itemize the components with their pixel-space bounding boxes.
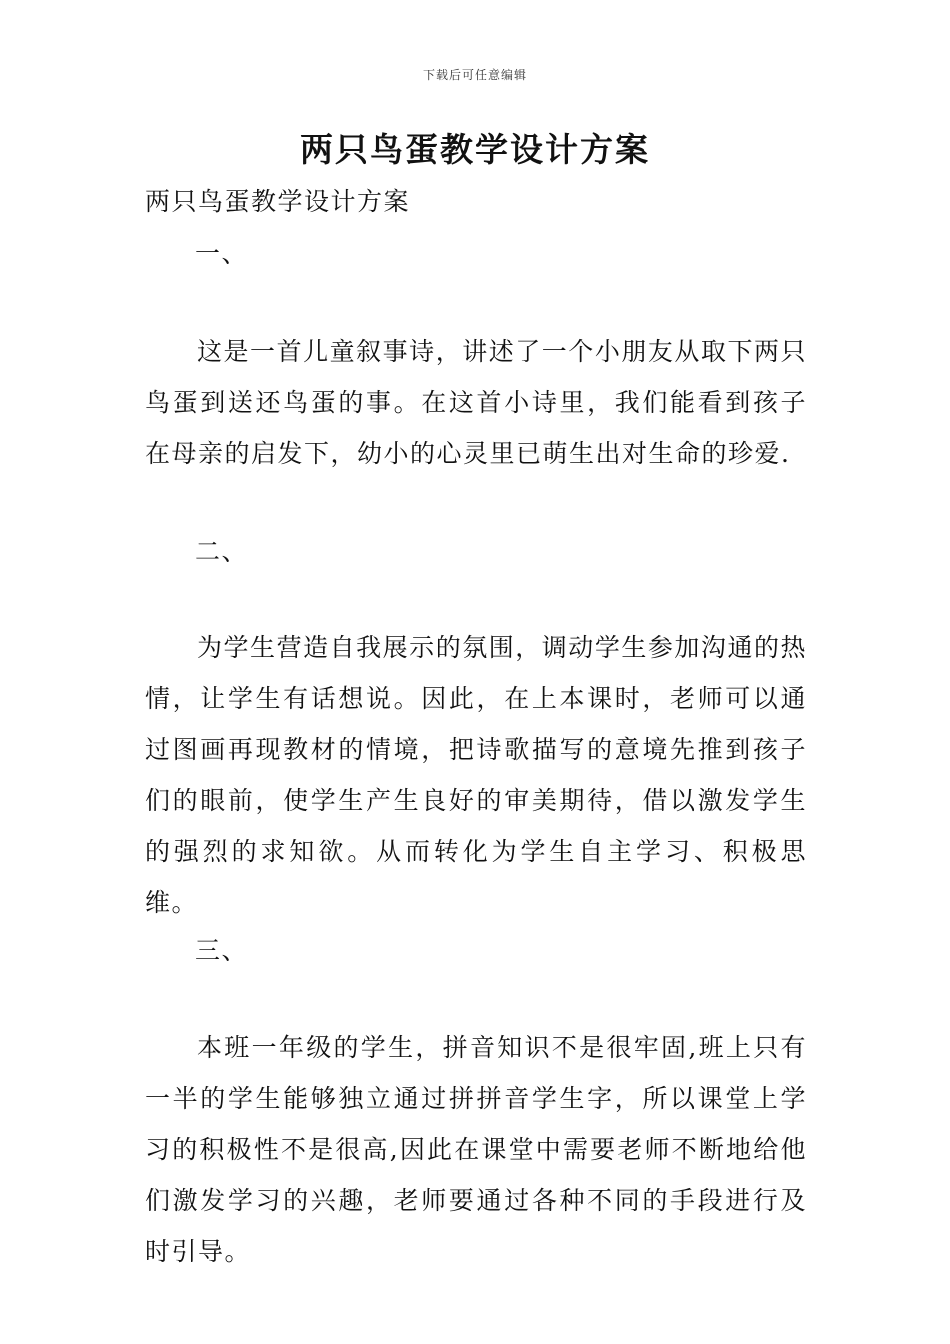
section-paragraph-3: 本班一年级的学生，拼音知识不是很牢固,班上只有一半的学生能够独立通过拼拼音学生字，所以课堂上学习的积极性不是很高,因此在课堂中需要老师不断地给他们激发学习的兴趣，老师要通过各种不同的手段进行及时引导。: [145, 1033, 807, 1266]
document-subtitle: 两只鸟蛋教学设计方案: [145, 187, 411, 216]
document-title: 两只鸟蛋教学设计方案: [300, 130, 650, 169]
section-paragraph-1: 这是一首儿童叙事诗，讲述了一个小朋友从取下两只鸟蛋到送还鸟蛋的事。在这首小诗里，我们能看到孩子在母亲的启发下，幼小的心灵里已萌生出对生命的珍爱.: [145, 337, 807, 468]
section-heading-2: 二、: [195, 537, 249, 566]
section-paragraph-2: 为学生营造自我展示的氛围，调动学生参加沟通的热情，让学生有话想说。因此，在上本课时，老师可以通过图画再现教材的情境，把诗歌描写的意境先推到孩子们的眼前，使学生产生良好的审美期待，借以激发学生的强烈的求知欲。从而转化为学生自主学习、积极思维。: [145, 633, 807, 917]
section-heading-1: 一、: [195, 239, 249, 268]
section-heading-3: 三、: [195, 936, 249, 965]
header-note: 下载后可任意编辑: [422, 68, 527, 82]
